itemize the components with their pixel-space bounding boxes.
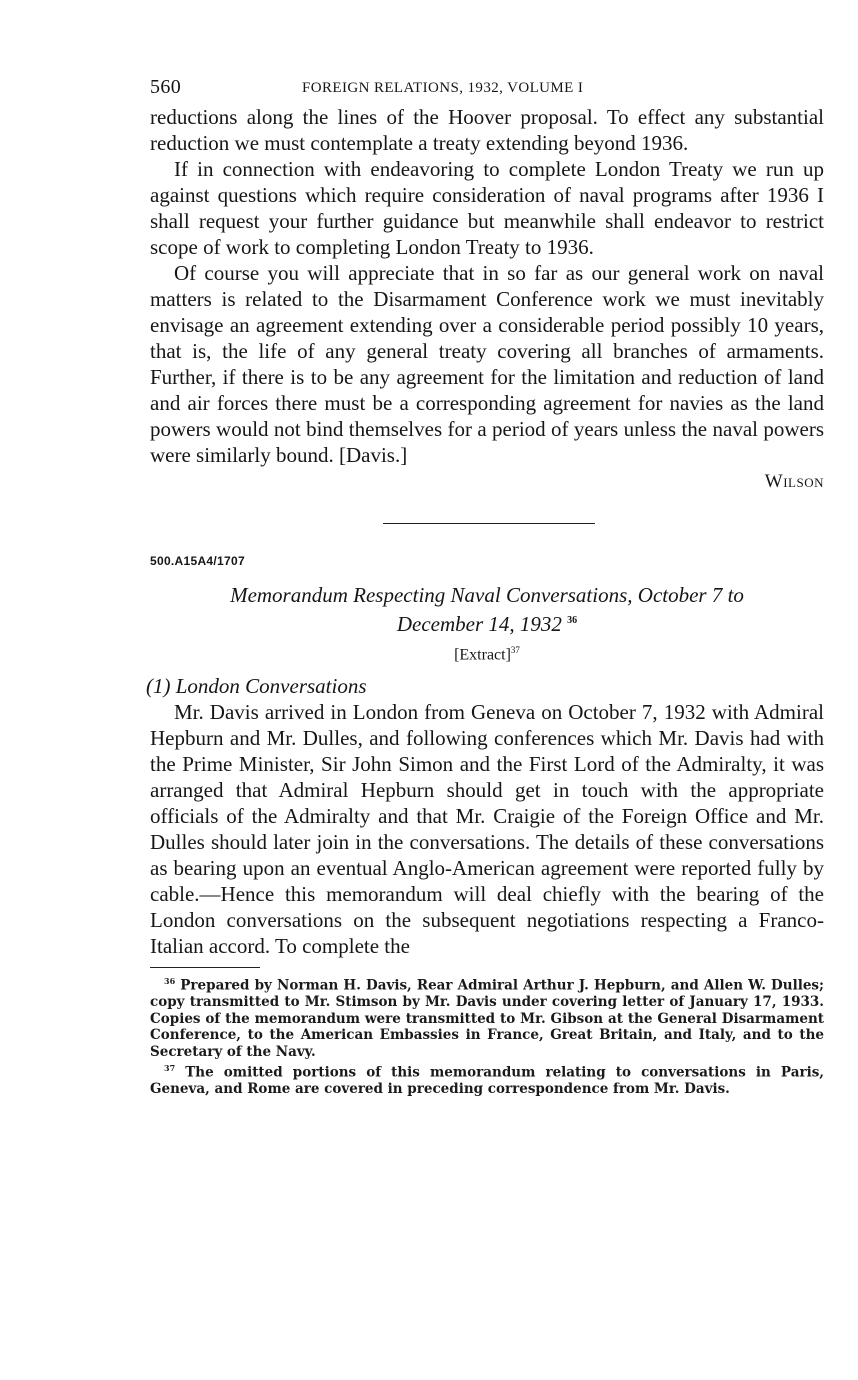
file-number: 500.A15A4/1707 (150, 554, 245, 568)
footnote-marker: 37 (164, 1063, 176, 1074)
running-head (150, 74, 824, 104)
document-title-line1: Memorandum Respecting Naval Conversations, October 7 to (230, 583, 744, 607)
signature (150, 469, 824, 495)
footnotes (150, 973, 824, 1098)
section-divider (383, 523, 595, 524)
paragraph: Of course you will appreciate that in so far as our general work on naval matters is related to the Disarmament Conference work we must inevitably envisage an agreement extending over a considerable period possibly 10 years, that is, the life of any general treaty covering all branches of armaments. Further, if there is to be any agreement for the limitation and reduction of land and air forces there must be a corresponding agreement for navies as the land powers would not bind themselves for a period of years unless the naval powers were similarly bound. [Davis.] (150, 261, 824, 467)
paragraph: reductions along the lines of the Hoover proposal. To effect any substantial reduction we must contemplate a treaty extending beyond 1936. (150, 105, 824, 155)
extract-text: [Extract] (454, 646, 511, 664)
footnote-marker: 36 (164, 976, 176, 987)
footnote-ref: 37 (510, 645, 520, 655)
continued-telegram (150, 104, 824, 468)
paragraph: If in connection with endeavoring to complete London Treaty we run up against questions which require consideration of naval programs after 1936 I shall request your further guidance but meanwhile shall endeavor to restrict scope of work to completing London Treaty to 1936. (150, 157, 824, 259)
section-heading: (1) London Conversations (146, 674, 367, 699)
memorandum-body (150, 699, 824, 959)
page-number: 560 (150, 76, 182, 98)
footnote-divider (150, 967, 260, 968)
footnote (150, 1060, 824, 1098)
footnote-ref: 36 (567, 615, 578, 626)
footnote-text: Prepared by Norman H. Davis, Rear Admiral Arthur J. Hepburn, and Allen W. Dulles; copy transmitted to Mr. Stimson by Mr. Davis under covering letter of January 17, 1933. Copies of the memorandum were transmitted to Mr. Gibson at the General Disarmament Conference, to the American Embassies in France, Great Britain, and Italy, and to the Secretary of the Navy. (150, 977, 825, 1060)
document-title-line2: December 14, 1932 (396, 612, 562, 636)
document-title (150, 582, 824, 637)
extract-label (150, 645, 824, 664)
running-head-title: FOREIGN RELATIONS, 1932, VOLUME I (302, 80, 584, 96)
signature-name: Wilson (764, 471, 824, 492)
paragraph: Mr. Davis arrived in London from Geneva on October 7, 1932 with Admiral Hepburn and Mr. Dulles, and following conferences which Mr. Davis had with the Prime Minister, Sir John Simon and the First Lord of the Admiralty, it was arranged that Admiral Hepburn should get in touch with the appropriate officials of the Admiralty and that Mr. Craigie of the Foreign Office and Mr. Dulles should later join in the conversations. The details of these conversations as bearing upon an eventual Anglo-American agreement were reported fully by cable.—Hence this memorandum will deal chiefly with the bearing of the London conversations on the subsequent negotiations respecting a Franco-Italian accord. To complete the (150, 700, 824, 959)
footnote (150, 973, 824, 1060)
document-page (146, 74, 825, 1098)
footnote-text: The omitted portions of this memorandum relating to conversations in Paris, Geneva, and Rome are covered in preceding correspondence from Mr. Davis. (150, 1064, 824, 1098)
